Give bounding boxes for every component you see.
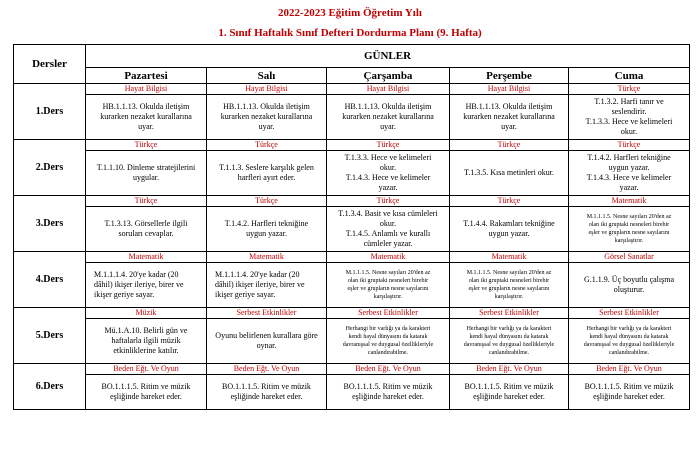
outcome-text [327, 102, 449, 132]
outcome-line: okur. [379, 219, 397, 228]
subject-cell: Serbest Etkinlikler [207, 308, 327, 319]
subject-cell: Görsel Sanatlar [569, 252, 690, 263]
outcome-line: soruları cevaplar. [118, 229, 174, 238]
document-title: 2022-2023 Eğitim Öğretim Yılı [278, 7, 422, 19]
subject-cell: Matematik [450, 252, 569, 263]
outcome-line: karşılaştırır. [614, 238, 644, 244]
outcome-line: uyar. [258, 122, 275, 131]
outcome-text [450, 382, 568, 402]
outcome-line: etkinliklerine katılır. [113, 346, 179, 355]
outcome-text [86, 326, 206, 356]
outcome-line: uygular. [133, 173, 159, 182]
outcome-line: G.1.1.9. Üç boyutlu çalışma [584, 275, 674, 284]
subject-cell: Hayat Bilgisi [86, 84, 207, 95]
subject-cell: Türkçe [327, 196, 450, 207]
outcome-line: kendi hayal dünyasını da katarak [589, 334, 669, 340]
outcome-line: M.1.1.1.4. 20'ye kadar (20 [94, 270, 179, 279]
outcome-line: cümleler yazar. [363, 239, 413, 248]
lesson-content-cell [569, 375, 690, 410]
outcome-line: T.1.3.3. Hece ve kelimeleri [344, 153, 432, 162]
subject-cell: Beden Eğt. Ve Oyun [86, 364, 207, 375]
subject-cell: Türkçe [569, 84, 690, 95]
subject-cell: Türkçe [450, 196, 569, 207]
outcome-text [86, 270, 206, 300]
subject-cell: Türkçe [450, 140, 569, 151]
outcome-text [86, 382, 206, 402]
day-header-5: Cuma [569, 68, 690, 84]
outcome-text [327, 269, 449, 301]
outcome-line: harfleri ayırt eder. [237, 173, 296, 182]
subject-cell: Matematik [569, 196, 690, 207]
outcome-line: kurarken nezaket kurallarına [342, 112, 434, 121]
outcome-line: BO.1.1.1.5. Ritim ve müzik [101, 382, 191, 391]
lesson-label: 6.Ders [14, 364, 86, 410]
day-header-4: Perşembe [450, 68, 569, 84]
lesson-content-cell [327, 95, 450, 140]
outcome-line: oluşturur. [613, 285, 645, 294]
outcome-line: M.1.1.1.5. Nesne sayıları 20'den az [466, 270, 552, 276]
subject-cell: Serbest Etkinlikler [450, 308, 569, 319]
subject-cell: Beden Eğt. Ve Oyun [450, 364, 569, 375]
outcome-line: BO.1.1.1.5. Ritim ve müzik [464, 382, 554, 391]
outcome-text [207, 219, 326, 239]
outcome-text [327, 209, 449, 249]
subject-cell: Türkçe [86, 140, 207, 151]
outcome-text [450, 102, 568, 132]
outcome-line: eşliğinde hareket eder. [110, 392, 182, 401]
subject-cell: Serbest Etkinlikler [569, 308, 690, 319]
outcome-line: T.1.3.3. Hece ve kelimeleri [585, 117, 673, 126]
lesson-label: 2.Ders [14, 140, 86, 196]
weekly-plan-table [13, 44, 690, 410]
day-header-3: Çarşamba [327, 68, 450, 84]
group-header-gunler: GÜNLER [86, 45, 690, 68]
lesson-content-cell [450, 263, 569, 308]
outcome-line: Herhangi bir varlığı ya da karakteri [345, 326, 431, 332]
lesson-content-cell [569, 319, 690, 364]
lesson-content-cell [327, 263, 450, 308]
outcome-line: T.1.3.13. Görsellerle ilgili [104, 219, 188, 228]
outcome-line: eşliğinde hareket eder. [352, 392, 424, 401]
outcome-line: seslendirir. [611, 107, 647, 116]
lesson-label: 5.Ders [14, 308, 86, 364]
outcome-line: Herhangi bir varlığı ya da karakteri [586, 326, 672, 332]
outcome-text [569, 325, 689, 357]
outcome-line: uyar. [138, 122, 154, 131]
lesson-content-cell [207, 95, 327, 140]
outcome-line: BO.1.1.1.5. Ritim ve müzik [584, 382, 674, 391]
outcome-line: Oyunu belirlenen kurallara göre [215, 331, 318, 340]
outcome-line: davranışsal ve duygusal özellikleriyle [583, 342, 675, 348]
outcome-line: T.1.4.5. Anlamlı ve kurallı [345, 229, 431, 238]
outcome-line: yazar. [619, 183, 639, 192]
outcome-line: canlandırabilme. [488, 350, 530, 356]
subject-cell: Matematik [207, 252, 327, 263]
outcome-line: Mü.1.A.10. Belirli gün ve [104, 326, 188, 335]
lesson-content-cell [86, 207, 207, 252]
subject-cell: Türkçe [569, 140, 690, 151]
outcome-line: HB.1.1.13. Okulda iletişim [223, 102, 310, 111]
lesson-content-cell [569, 151, 690, 196]
outcome-line: eşliğinde hareket eder. [593, 392, 665, 401]
outcome-line: karşılaştırır. [373, 294, 403, 300]
lesson-content-cell [327, 207, 450, 252]
lesson-content-cell [327, 375, 450, 410]
lesson-label: 1.Ders [14, 84, 86, 140]
outcome-text [569, 382, 689, 402]
lesson-content-cell [86, 95, 207, 140]
outcome-text [86, 163, 206, 183]
lesson-content-cell [207, 319, 327, 364]
outcome-line: uyar. [380, 122, 396, 131]
outcome-line: HB.1.1.13. Okulda iletişim [102, 102, 190, 111]
lesson-content-cell [569, 207, 690, 252]
outcome-line: canlandırabilme. [367, 350, 409, 356]
outcome-line: canlandırabilme. [608, 350, 650, 356]
outcome-line: HB.1.1.13. Okulda iletişim [465, 102, 553, 111]
lesson-content-cell [327, 319, 450, 364]
outcome-line: oynar. [256, 341, 277, 350]
outcome-line: T.1.1.10. Dinleme stratejilerini [96, 163, 196, 172]
outcome-text [86, 219, 206, 239]
lesson-content-cell [450, 207, 569, 252]
outcome-line: ikişer geriye sayar. [94, 290, 155, 299]
outcome-text [569, 275, 689, 295]
outcome-text [207, 270, 326, 300]
lesson-label: 3.Ders [14, 196, 86, 252]
subject-cell: Türkçe [327, 140, 450, 151]
outcome-line: karşılaştırır. [494, 294, 524, 300]
outcome-line: davranışsal ve duygusal özellikleriyle [463, 342, 555, 348]
outcome-line: Herhangi bir varlığı ya da karakteri [466, 326, 552, 332]
lesson-content-cell [450, 95, 569, 140]
lesson-content-cell [207, 263, 327, 308]
lesson-content-cell [569, 95, 690, 140]
outcome-line: kendi hayal dünyasını da katarak [469, 334, 549, 340]
row-header-dersler: Dersler [14, 45, 86, 84]
lesson-content-cell [86, 151, 207, 196]
outcome-line: uyar. [501, 122, 517, 131]
outcome-text [569, 97, 689, 137]
outcome-line: T.1.4.3. Hece ve kelimeler [345, 173, 431, 182]
lesson-label: 4.Ders [14, 252, 86, 308]
outcome-line: uygun yazar. [246, 229, 287, 238]
day-header-2: Salı [207, 68, 327, 84]
outcome-line: haftalarla ilgili müzik [111, 336, 181, 345]
subject-cell: Beden Eğt. Ve Oyun [569, 364, 690, 375]
outcome-text [569, 213, 689, 245]
lesson-content-cell [86, 263, 207, 308]
outcome-line: M.1.1.1.4. 20'ye kadar (20 [215, 270, 300, 279]
outcome-line: T.1.4.2. Harfleri tekniğine [224, 219, 309, 228]
outcome-line: eşliğinde hareket eder. [230, 392, 303, 401]
subject-cell: Matematik [327, 252, 450, 263]
lesson-content-cell [569, 263, 690, 308]
subject-cell: Türkçe [207, 196, 327, 207]
lesson-content-cell [450, 319, 569, 364]
subject-cell: Matematik [86, 252, 207, 263]
outcome-line: T.1.1.3. Seslere karşılık gelen [219, 163, 314, 172]
subject-cell: Türkçe [207, 140, 327, 151]
lesson-content-cell [450, 375, 569, 410]
outcome-line: eşliğinde hareket eder. [473, 392, 545, 401]
outcome-line: HB.1.1.13. Okulda iletişim [344, 102, 432, 111]
outcome-line: eşler ve grupların nesne sayılarını [347, 286, 429, 292]
outcome-text [207, 102, 326, 132]
outcome-text [450, 269, 568, 301]
subject-cell: Hayat Bilgisi [450, 84, 569, 95]
lesson-content-cell [450, 151, 569, 196]
subject-cell: Müzik [86, 308, 207, 319]
subject-cell: Hayat Bilgisi [327, 84, 450, 95]
outcome-text [207, 382, 326, 402]
outcome-text [569, 153, 689, 193]
subject-cell: Hayat Bilgisi [207, 84, 327, 95]
outcome-text [327, 382, 449, 402]
outcome-line: BO.1.1.1.5. Ritim ve müzik [222, 382, 311, 391]
outcome-line: T.1.4.3. Hece ve kelimeler [586, 173, 672, 182]
outcome-line: T.1.4.2. Harfleri tekniğine [587, 153, 671, 162]
outcome-text [450, 168, 568, 178]
outcome-text [450, 219, 568, 239]
outcome-line: uygun yazar. [488, 229, 530, 238]
lesson-content-cell [86, 375, 207, 410]
outcome-line: BO.1.1.1.5. Ritim ve müzik [343, 382, 433, 391]
outcome-line: olan iki gruptaki nesneleri birebir [468, 278, 550, 284]
outcome-line: yazar. [378, 183, 398, 192]
outcome-text [327, 325, 449, 357]
outcome-line: uygun yazar. [608, 163, 650, 172]
lesson-content-cell [207, 207, 327, 252]
outcome-text [450, 325, 568, 357]
outcome-line: olan iki gruptaki nesneleri birebir [588, 222, 670, 228]
outcome-line: T.1.3.5. Kısa metinleri okur. [463, 168, 555, 177]
outcome-line: eşler ve grupların nesne sayılarını [468, 286, 550, 292]
outcome-line: dâhil) ikişer ileriye, birer ve [215, 280, 305, 289]
subject-cell: Beden Eğt. Ve Oyun [327, 364, 450, 375]
document-subtitle: 1. Sınıf Haftalık Sınıf Defteri Dordurma Planı (9. Hafta) [218, 27, 482, 39]
outcome-line: eşler ve grupların nesne sayılarını [588, 230, 670, 236]
outcome-line: kendi hayal dünyasını da katarak [348, 334, 428, 340]
outcome-line: okur. [379, 163, 397, 172]
subject-cell: Türkçe [86, 196, 207, 207]
outcome-line: M.1.1.1.5. Nesne sayıları 20'den az [586, 214, 672, 220]
subject-cell: Serbest Etkinlikler [327, 308, 450, 319]
outcome-line: kurarken nezaket kurallarına [100, 112, 192, 121]
outcome-line: kurarken nezaket kurallarına [463, 112, 555, 121]
lesson-content-cell [207, 375, 327, 410]
outcome-line: T.1.3.4. Basit ve kısa cümleleri [338, 209, 438, 218]
outcome-line: ikişer geriye sayar. [215, 290, 276, 299]
lesson-content-cell [86, 319, 207, 364]
subject-cell: Beden Eğt. Ve Oyun [207, 364, 327, 375]
outcome-line: okur. [620, 127, 638, 136]
lesson-content-cell [327, 151, 450, 196]
outcome-line: T.1.3.2. Harfi tanır ve [594, 97, 664, 106]
outcome-text [327, 153, 449, 193]
outcome-line: kurarken nezaket kurallarına [220, 112, 313, 121]
lesson-content-cell [207, 151, 327, 196]
outcome-text [207, 163, 326, 183]
outcome-line: dâhil) ikişer ileriye, birer ve [94, 280, 184, 289]
outcome-line: T.1.4.4. Rakamları tekniğine [463, 219, 555, 228]
day-header-1: Pazartesi [86, 68, 207, 84]
outcome-text [207, 331, 326, 351]
outcome-line: davranışsal ve duygusal özellikleriyle [342, 342, 434, 348]
outcome-line: M.1.1.1.5. Nesne sayıları 20'den az [345, 270, 431, 276]
outcome-line: olan iki gruptaki nesneleri birebir [347, 278, 429, 284]
outcome-text [86, 102, 206, 132]
